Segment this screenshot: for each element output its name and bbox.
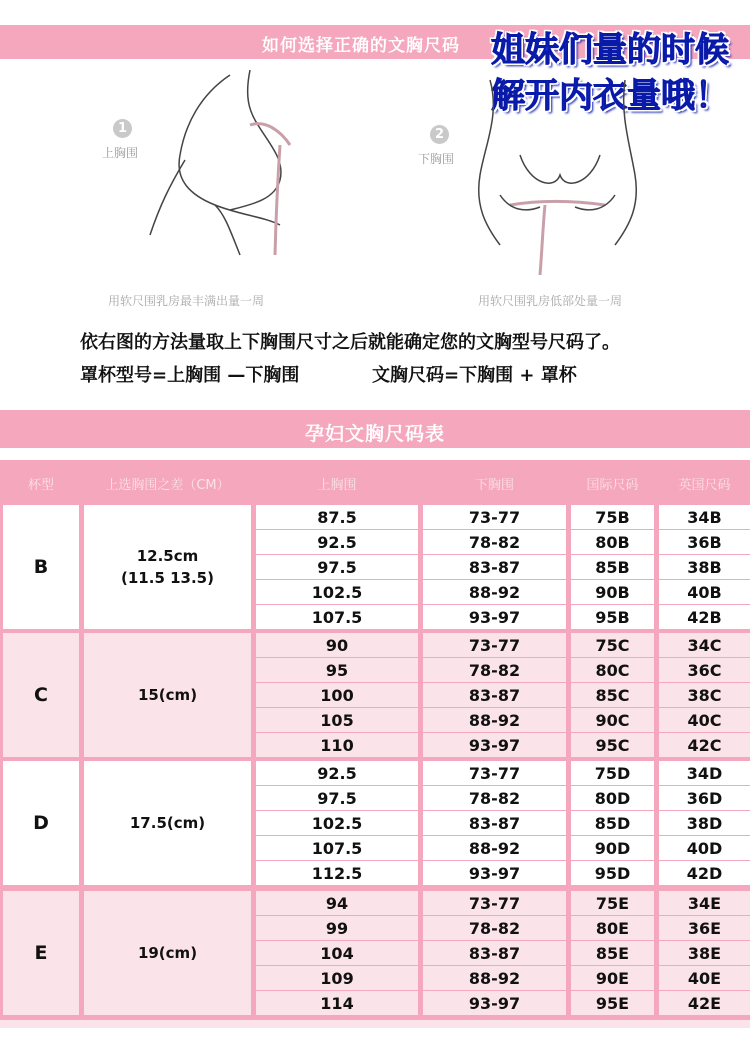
table-cell-under: 73-77 <box>423 633 566 657</box>
table-cell-under: 78-82 <box>423 530 566 554</box>
table-cell-under: 88-92 <box>423 708 566 732</box>
table-cell-upper: 102.5 <box>256 580 418 604</box>
table-cell-under: 78-82 <box>423 658 566 682</box>
table-cell-uk: 34C <box>659 633 750 657</box>
cup-type-cell: B <box>3 505 79 629</box>
table-header-cell: 上选胸围之差（CM） <box>105 478 230 493</box>
bust-difference-cell <box>84 891 251 1015</box>
bust-difference-cell <box>84 505 251 629</box>
table-cell-upper: 114 <box>256 991 418 1015</box>
table-cell-upper: 107.5 <box>256 605 418 629</box>
table-cell-intl: 85C <box>571 683 654 707</box>
bottom-strip <box>0 1020 750 1028</box>
step-label-upper-bust: 上胸围 <box>102 146 139 160</box>
table-cell-intl: 95D <box>571 861 654 885</box>
table-cell-intl: 85B <box>571 555 654 579</box>
table-cell-intl: 95E <box>571 991 654 1015</box>
table-cell-under: 93-97 <box>423 605 566 629</box>
table-cell-intl: 90D <box>571 836 654 860</box>
table-cell-intl: 85E <box>571 941 654 965</box>
table-cell-uk: 40D <box>659 836 750 860</box>
table-cell-under: 93-97 <box>423 733 566 757</box>
cup-type-cell: E <box>3 891 79 1015</box>
page-title: 如何选择正确的文胸尺码 <box>262 36 460 56</box>
table-cell-under: 88-92 <box>423 836 566 860</box>
bust-difference-range: (11.5 13.5) <box>121 569 214 587</box>
table-cell-upper: 87.5 <box>256 505 418 529</box>
bust-difference-value: 19(cm) <box>137 944 198 962</box>
table-cell-under: 83-87 <box>423 683 566 707</box>
illustration-upper-bust <box>130 65 390 265</box>
table-cell-uk: 38D <box>659 811 750 835</box>
table-cell-upper: 110 <box>256 733 418 757</box>
table-cell-uk: 40C <box>659 708 750 732</box>
table-cell-intl: 95C <box>571 733 654 757</box>
table-cell-upper: 100 <box>256 683 418 707</box>
step-number-badge-1: 1 <box>113 119 132 138</box>
size-table-title: 孕妇文胸尺码表 <box>304 423 445 445</box>
table-header-cell: 上胸围 <box>317 478 357 493</box>
table-cell-under: 78-82 <box>423 786 566 810</box>
table-cell-uk: 40E <box>659 966 750 990</box>
table-cell-intl: 90E <box>571 966 654 990</box>
table-cell-under: 73-77 <box>423 505 566 529</box>
table-cell-upper: 94 <box>256 891 418 915</box>
table-header-cell: 杯型 <box>27 478 54 493</box>
table-cell-uk: 34E <box>659 891 750 915</box>
illustration-underbust <box>450 75 660 275</box>
table-cell-intl: 80E <box>571 916 654 940</box>
table-cell-intl: 90B <box>571 580 654 604</box>
table-cell-under: 78-82 <box>423 916 566 940</box>
table-cell-under: 93-97 <box>423 861 566 885</box>
bust-difference-cell <box>84 633 251 757</box>
table-header-cell: 国际尺码 <box>586 478 639 493</box>
step-label-underbust: 下胸围 <box>418 152 455 166</box>
table-cell-uk: 38C <box>659 683 750 707</box>
caption-underbust: 用软尺围乳房低部处量一周 <box>478 294 623 308</box>
table-cell-upper: 90 <box>256 633 418 657</box>
table-cell-uk: 38B <box>659 555 750 579</box>
size-table <box>0 460 750 1020</box>
table-cell-uk: 42D <box>659 861 750 885</box>
bust-difference-value: 17.5(cm) <box>129 814 206 832</box>
formula-bra-size: 文胸尺码=下胸围 + 罩杯 <box>372 365 577 386</box>
cup-type-cell: C <box>3 633 79 757</box>
figure-side-view-icon <box>130 65 390 265</box>
table-cell-uk: 34D <box>659 761 750 785</box>
table-cell-upper: 104 <box>256 941 418 965</box>
table-cell-upper: 99 <box>256 916 418 940</box>
table-cell-upper: 109 <box>256 966 418 990</box>
table-header-cell: 英国尺码 <box>678 478 731 493</box>
table-cell-uk: 40B <box>659 580 750 604</box>
figure-front-view-icon <box>450 75 660 275</box>
table-cell-upper: 92.5 <box>256 530 418 554</box>
table-cell-uk: 34B <box>659 505 750 529</box>
formula-cup-size: 罩杯型号=上胸围 —下胸围 <box>80 365 300 386</box>
caption-upper-bust: 用软尺围乳房最丰满出量一周 <box>108 294 265 308</box>
table-cell-uk: 36B <box>659 530 750 554</box>
table-cell-under: 88-92 <box>423 580 566 604</box>
table-cell-intl: 90C <box>571 708 654 732</box>
table-cell-under: 83-87 <box>423 811 566 835</box>
bust-difference-value: 12.5cm <box>136 547 199 565</box>
table-cell-under: 73-77 <box>423 761 566 785</box>
table-cell-upper: 97.5 <box>256 786 418 810</box>
table-cell-uk: 42C <box>659 733 750 757</box>
table-cell-upper: 102.5 <box>256 811 418 835</box>
table-cell-upper: 92.5 <box>256 761 418 785</box>
table-cell-upper: 105 <box>256 708 418 732</box>
table-cell-under: 73-77 <box>423 891 566 915</box>
table-cell-intl: 75C <box>571 633 654 657</box>
overlay-line-2: 解开内衣量哦！ <box>491 76 729 116</box>
table-cell-upper: 97.5 <box>256 555 418 579</box>
table-cell-upper: 112.5 <box>256 861 418 885</box>
table-cell-upper: 107.5 <box>256 836 418 860</box>
cup-type-cell: D <box>3 761 79 885</box>
table-cell-uk: 38E <box>659 941 750 965</box>
table-cell-intl: 75D <box>571 761 654 785</box>
step-number-badge-2: 2 <box>430 125 449 144</box>
table-cell-upper: 95 <box>256 658 418 682</box>
table-cell-under: 83-87 <box>423 555 566 579</box>
table-cell-intl: 75B <box>571 505 654 529</box>
overlay-line-1: 姐妹们量的时候 <box>491 30 729 70</box>
table-cell-intl: 75E <box>571 891 654 915</box>
table-cell-under: 93-97 <box>423 991 566 1015</box>
table-cell-uk: 36E <box>659 916 750 940</box>
table-cell-under: 88-92 <box>423 966 566 990</box>
table-cell-uk: 36D <box>659 786 750 810</box>
bust-difference-value: 15(cm) <box>137 686 198 704</box>
table-cell-uk: 42B <box>659 605 750 629</box>
table-cell-under: 83-87 <box>423 941 566 965</box>
bust-difference-cell <box>84 761 251 885</box>
table-cell-intl: 85D <box>571 811 654 835</box>
table-header-cell: 下胸围 <box>474 478 514 493</box>
table-cell-intl: 80C <box>571 658 654 682</box>
table-cell-intl: 95B <box>571 605 654 629</box>
table-cell-intl: 80D <box>571 786 654 810</box>
table-cell-uk: 36C <box>659 658 750 682</box>
table-cell-intl: 80B <box>571 530 654 554</box>
table-cell-uk: 42E <box>659 991 750 1015</box>
instruction-line-1: 依右图的方法量取上下胸围尺寸之后就能确定您的文胸型号尺码了。 <box>80 332 620 353</box>
